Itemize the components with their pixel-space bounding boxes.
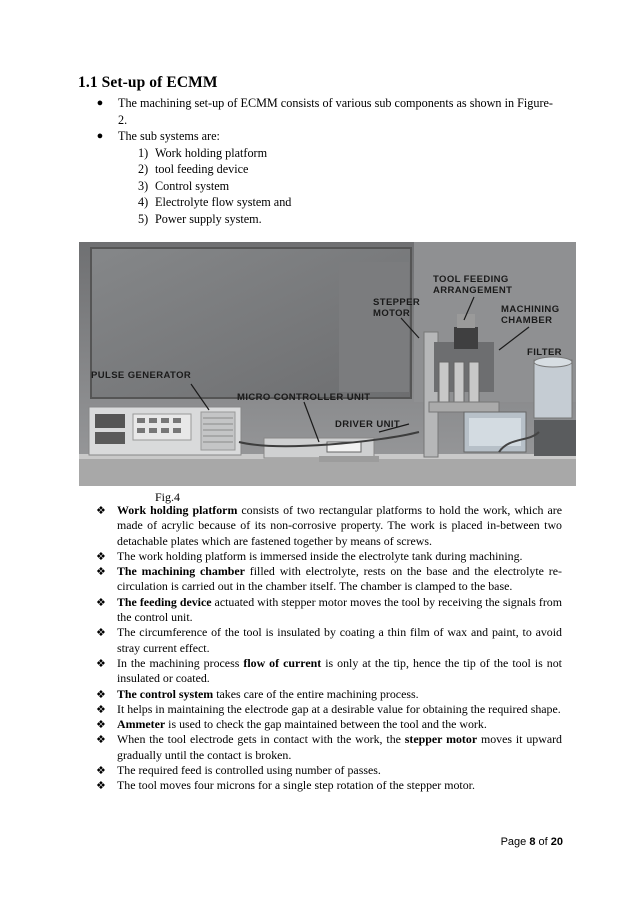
fact-item — [96, 717, 562, 732]
subsystem-number: 5) — [138, 211, 149, 226]
page-total: 20 — [550, 836, 563, 848]
diamond-bullet-icon: ❖ — [96, 702, 106, 716]
diamond-bullet-icon: ❖ — [96, 549, 106, 563]
bullet-dot-icon: ● — [96, 130, 104, 142]
fact-item — [96, 595, 562, 626]
page-footer — [501, 836, 563, 848]
diamond-bullet-icon: ❖ — [96, 565, 106, 579]
label-machining-chamber-text: MACHINING CHAMBER — [501, 304, 560, 326]
facts-list — [96, 503, 562, 794]
subsystem-item — [118, 178, 555, 195]
subsystem-text: Power supply system. — [155, 211, 262, 226]
fact-item — [96, 503, 562, 549]
fact-text: The work holding platform is immersed inside the electrolyte tank during machining. — [117, 548, 523, 563]
intro-bullet-text: The machining set-up of ECMM consists of various sub components as shown in Figure-2. — [118, 96, 553, 127]
intro-list — [95, 95, 555, 227]
fact-item — [96, 763, 562, 778]
fact-text: It helps in maintaining the electrode gap at a desirable value for obtaining the required shape. — [117, 701, 561, 716]
label-micro-controller-text: MICRO CONTROLLER UNIT — [237, 392, 371, 403]
fact-item — [96, 564, 562, 595]
intro-bullet-text: The sub systems are: — [118, 129, 220, 143]
diamond-bullet-icon: ❖ — [96, 718, 106, 732]
intro-bullet — [95, 95, 555, 128]
bullet-dot-icon: ● — [96, 97, 104, 109]
diamond-bullet-icon: ❖ — [96, 733, 106, 747]
label-machining-chamber — [501, 304, 560, 326]
subsystem-text: Electrolyte flow system and — [155, 195, 292, 209]
diamond-bullet-icon: ❖ — [96, 779, 106, 793]
fact-bold: The feeding device — [117, 594, 212, 609]
diamond-bullet-icon: ❖ — [96, 656, 106, 670]
subsystem-item — [118, 161, 555, 178]
subsystem-number: 1) — [138, 145, 149, 160]
fact-text: consists of two rectangular platforms to hold the work, which are made of acrylic because of its non-corrosive property. The work is placed in-between two detachable plates which are fastened together by means of screws. — [117, 503, 562, 548]
fact-text: The required feed is controlled using number of passes. — [117, 763, 381, 778]
fact-bold: The machining chamber — [117, 564, 245, 579]
fact-item — [96, 702, 562, 717]
label-driver-unit — [335, 419, 400, 430]
fact-bold: stepper motor — [404, 732, 478, 747]
fact-text: filled with electrolyte, rests on the base and the electrolyte re-circulation is carried out in the chamber itself. The chamber is clamped to the base. — [117, 564, 562, 594]
fact-text: is used to check the gap maintained between the tool and the work. — [165, 717, 487, 732]
label-driver-unit-text: DRIVER UNIT — [335, 419, 401, 430]
footer-of: of — [535, 836, 551, 848]
fact-text: The circumference of the tool is insulated by coating a thin film of wax and paint, to avoid stray current effect. — [117, 625, 562, 655]
diamond-bullet-icon: ❖ — [96, 595, 106, 609]
diamond-bullet-icon: ❖ — [96, 687, 106, 701]
page-number: 8 — [529, 836, 536, 848]
subsystem-text: tool feeding device — [155, 162, 249, 176]
fact-bold: The control system — [117, 686, 214, 701]
figure-caption: Fig.4 — [155, 490, 181, 504]
subsystem-text: Control system — [155, 178, 230, 193]
fact-text-pre: In the machining process — [117, 655, 244, 670]
fact-bold: Work holding platform — [117, 503, 238, 517]
fact-bold: flow of current — [243, 655, 322, 670]
fact-text: moves it upward gradually until the contact is broken. — [117, 732, 562, 762]
subsystem-number: 4) — [138, 195, 149, 209]
fact-bold: Ammeter — [117, 717, 166, 732]
fact-item — [96, 778, 562, 793]
fact-text-pre: When the tool electrode gets in contact with the work, the — [117, 732, 405, 747]
ecmm-setup-photo — [79, 242, 576, 486]
label-stepper-motor — [373, 297, 420, 319]
label-filter-text: FILTER — [527, 347, 562, 358]
label-pulse-generator-text: PULSE GENERATOR — [91, 370, 192, 381]
subsystem-item — [118, 145, 555, 162]
fact-item — [96, 732, 562, 763]
subsystem-number: 3) — [138, 178, 149, 193]
subsystem-list — [118, 145, 555, 228]
label-micro-controller — [237, 392, 370, 403]
subsystem-number: 2) — [138, 162, 149, 176]
fact-item — [96, 625, 562, 656]
subsystem-item — [118, 211, 555, 228]
subsystem-item — [118, 194, 555, 211]
fact-item — [96, 656, 562, 687]
label-tool-feeding — [433, 274, 512, 296]
label-pulse-generator — [91, 370, 191, 381]
fact-text: The tool moves four microns for a single step rotation of the stepper motor. — [117, 778, 475, 793]
section-title: 1.1 Set-up of ECMM — [78, 74, 218, 91]
diamond-bullet-icon: ❖ — [96, 504, 106, 517]
fact-item — [96, 687, 562, 702]
fact-text: is only at the tip, hence the tip of the tool is not insulated or coated. — [117, 655, 562, 686]
label-stepper-motor-text: STEPPER MOTOR — [373, 297, 421, 319]
fact-text: actuated with stepper motor moves the tool by receiving the signals from the control unit. — [117, 594, 562, 625]
label-filter — [527, 347, 562, 358]
diamond-bullet-icon: ❖ — [96, 764, 106, 778]
subsystem-text: Work holding platform — [155, 145, 268, 160]
diamond-bullet-icon: ❖ — [96, 626, 106, 640]
footer-prefix: Page — [500, 836, 530, 848]
fact-item — [96, 549, 562, 564]
label-tool-feeding-text: TOOL FEEDING ARRANGEMENT — [433, 274, 513, 296]
fact-text: takes care of the entire machining process. — [213, 686, 419, 701]
intro-bullet — [95, 128, 555, 227]
